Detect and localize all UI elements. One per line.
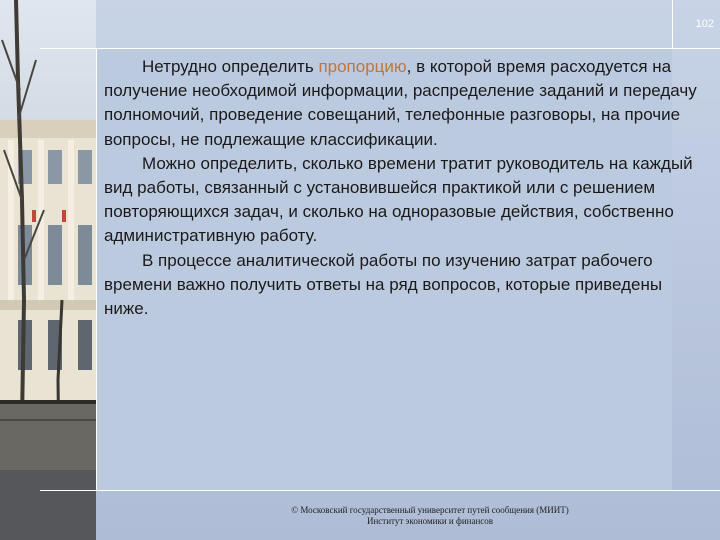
- divider-line: [96, 48, 97, 490]
- building-photo: [0, 0, 96, 540]
- paragraph-1: [104, 55, 704, 152]
- footer-institute: Институт экономики и финансов: [366, 516, 494, 526]
- paragraph-3-text: В процессе аналитической работы по изучению затрат рабочего времени важно получить ответы на ряд вопросов, которые приведены ниже.: [104, 250, 663, 319]
- paragraph-2: [104, 152, 704, 249]
- footer: [150, 505, 710, 527]
- building-photo-illustration: [0, 0, 96, 540]
- highlighted-term: пропорцию: [318, 57, 407, 76]
- paragraph-1-start: Нетрудно определить: [142, 57, 319, 76]
- footer-copyright: © Московский государственный университет путей сообщения (МИИТ): [291, 505, 569, 515]
- slide-body-text: [104, 55, 704, 321]
- divider-line: [40, 490, 720, 491]
- divider-line: [672, 0, 673, 48]
- divider-line: [40, 48, 720, 49]
- paragraph-1-end: , в которой время расходуется на получение необходимой информации, распределение заданий и передачу полномочий, проведение совещаний, телефонные разговоры, на прочие вопросы, не подлежащие классификации.: [104, 57, 697, 149]
- paragraph-2-text: Можно определить, сколько времени тратит руководитель на каждый вид работы, связанный с установившейся практикой или с решением повторяющихся задач, и сколько на одноразовые действия, собственно административную работу.: [104, 153, 693, 246]
- slide-number: 102: [695, 18, 714, 30]
- paragraph-3: [104, 249, 704, 322]
